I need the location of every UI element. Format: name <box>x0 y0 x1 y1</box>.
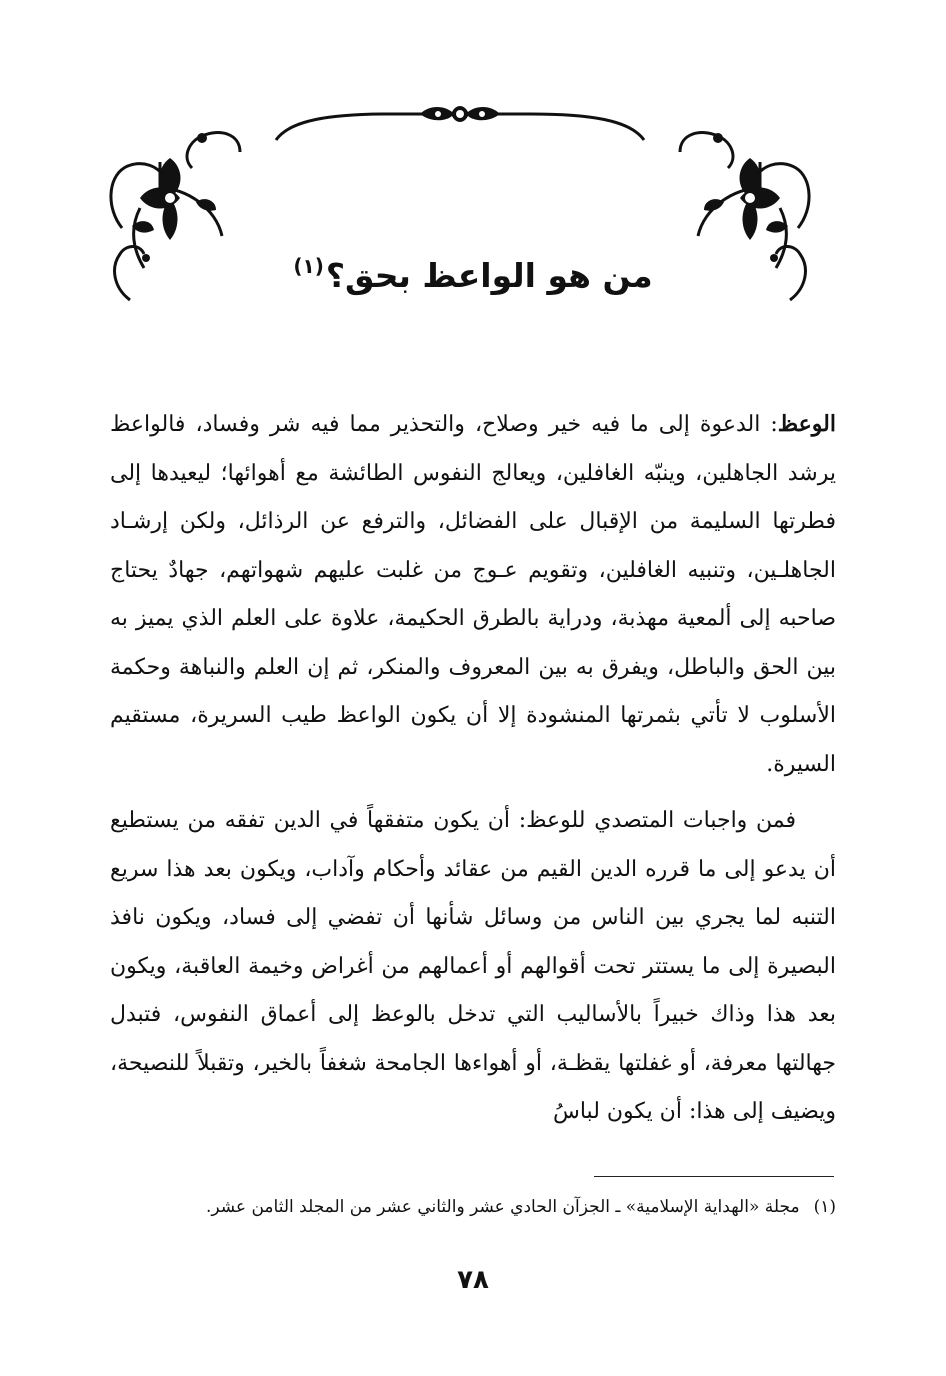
article-body <box>110 400 836 1137</box>
left-corner-ornament <box>100 118 250 308</box>
paragraph-2: فمن واجبات المتصدي للوعظ: أن يكون متفقهاً في الدين تفقه من يستطيع أن يدعو إلى ما قرره الدين القيم من عقائد وأحكام وآداب، ويكون بعد هذا سريع التنبه لما يجري بين الناس من وسائل شأنها أن تفضي إلى فساد، ويكون نافذ البصيرة إلى ما يستتر تحت أقوالهم أو أعمالهم من أغراض وخيمة العاقبة، ويكون بعد هذا وذاك خبيراً بالأساليب التي تدخل بالوعظ إلى أعماق النفوس، فتبدل جهالتها معرفة، أو غفلتها يقظـة، أو أهواءها الجامحة شغفاً بالخير، وتقبلاً للنصيحة، ويضيف إلى هذا: أن يكون لباسُ <box>110 808 836 1124</box>
footnote-marker: (١) <box>813 1197 836 1217</box>
footnote <box>110 1192 836 1222</box>
title-footnote-marker: (١) <box>293 254 324 278</box>
paragraph-1 <box>110 400 836 789</box>
paragraph-1-text: : الدعوة إلى ما فيه خير وصلاح، والتحذير مما فيه شر وفساد، فالواعظ يرشد الجاهلين، وينبّه الغافلين، ويعالج النفوس الطائشة مع أهوائها؛ ليعيدها إلى فطرتها السليمة من الإقبال على الفضائل، والترفع عن الرذائل، ولكن إرشـاد الجاهلـين، وتنبيه الغافلين، وتقويم عـوج من غلبت عليهم شهواتهم، جهادٌ يحتاج صاحبه إلى ألمعية مهذبة، ودراية بالطرق الحكيمة، علاوة على العلم الذي يميز به بين الحق والباطل، ويفرق به بين المعروف والمنكر، ثم إن العلم والنباهة وحكمة الأسلوب لا تأتي بثمرتها المنشودة إلا أن يكون الواعظ طيب السريرة، مستقيم السيرة. <box>110 412 836 777</box>
paragraph-1-lead: الوعظ <box>777 411 836 437</box>
top-flourish-ornament <box>270 98 650 144</box>
footnote-text: مجلة «الهداية الإسلامية» ـ الجزآن الحادي عشر والثاني عشر من المجلد الثامن عشر. <box>205 1197 800 1217</box>
page-number: ٧٨ <box>457 1265 489 1295</box>
title-text: من هو الواعظ بحق؟ <box>325 256 653 295</box>
footnote-separator <box>594 1176 834 1177</box>
article-title <box>240 236 706 296</box>
